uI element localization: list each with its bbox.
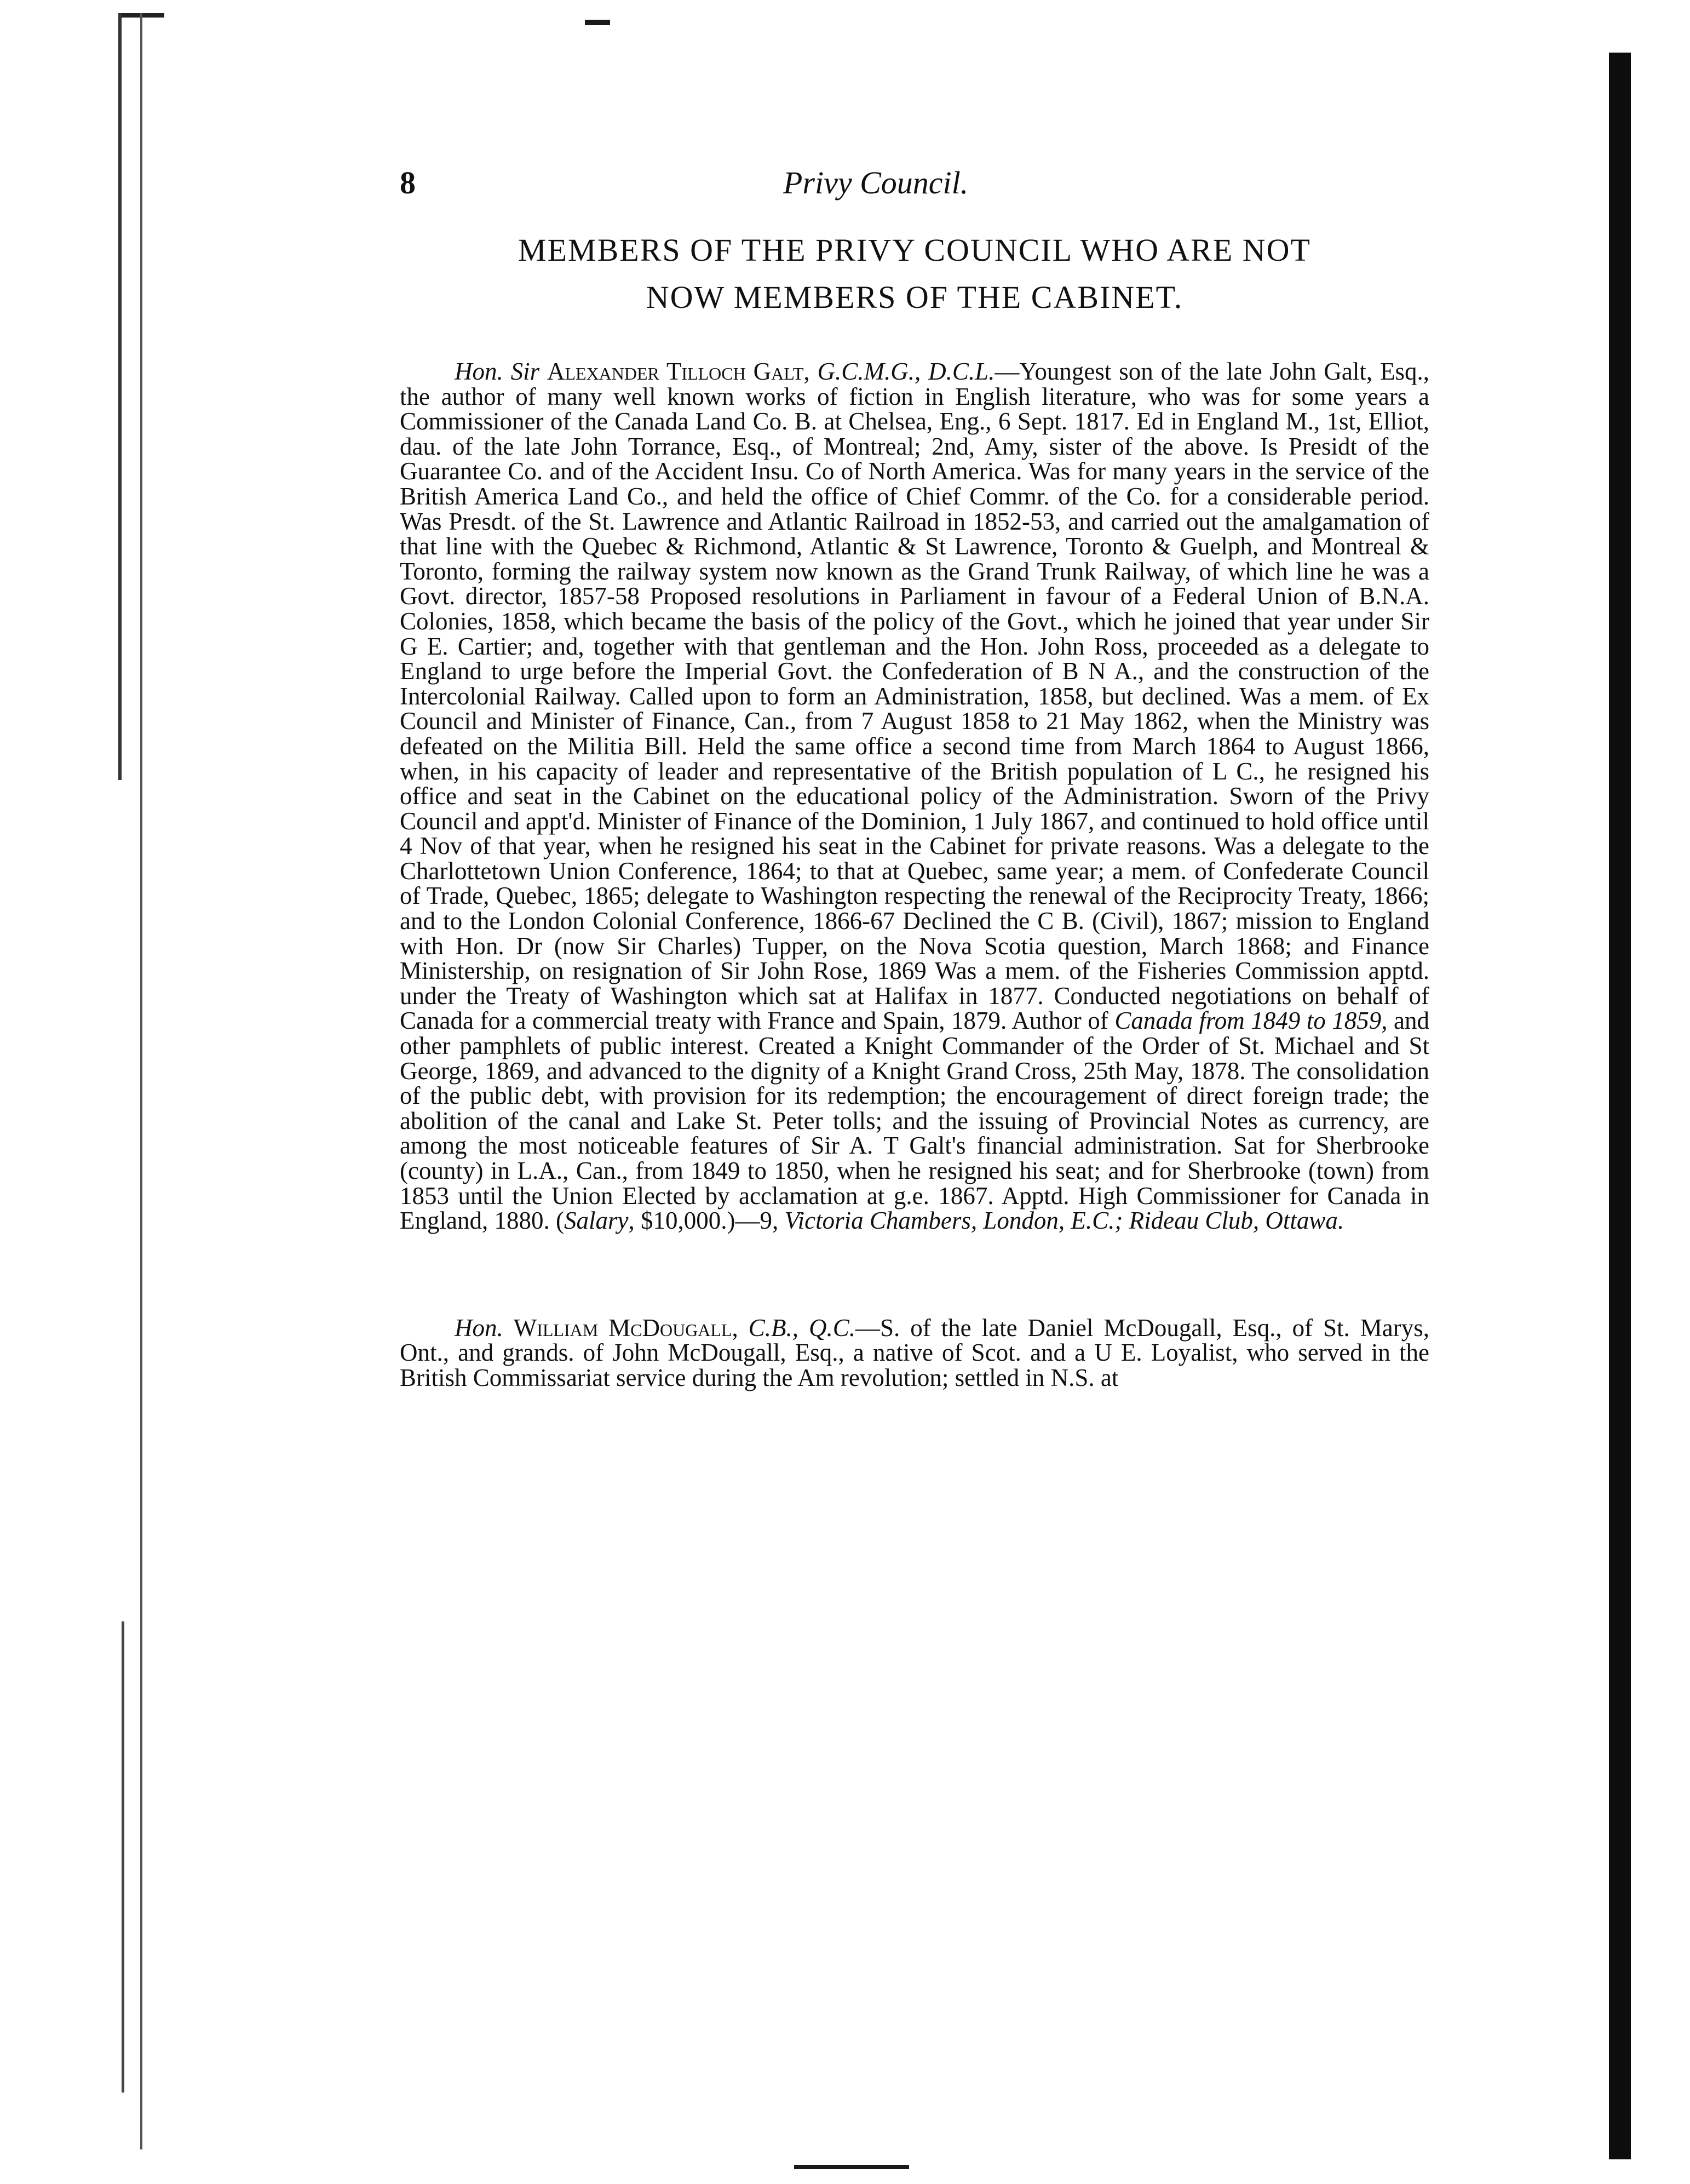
scan-border-left-outer xyxy=(140,13,142,2149)
distinctions: C.B., Q.C. xyxy=(748,1314,855,1342)
address: Victoria Chambers, London, E.C.; Rideau Club, Ottawa. xyxy=(784,1207,1344,1235)
member-name: William McDougall, xyxy=(513,1314,738,1342)
book-title: Canada from 1849 to 1859 xyxy=(1114,1007,1382,1035)
scan-mark-bottom xyxy=(794,2165,909,2169)
salary-label: Salary xyxy=(564,1207,629,1235)
page-title xyxy=(400,227,1429,321)
honorific: Hon. xyxy=(455,1314,503,1342)
page-number: 8 xyxy=(400,165,416,200)
scan-binding-bar-right xyxy=(1609,53,1631,2159)
biography-text: —S. of the late Daniel McDougall, Esq., of St. Marys, Ont., and grands. of John McDougall, Esq., a native of Scot. and a U E. Loyalist, who served in the British Commissariat service during the Am revolution; settled in N.S. at xyxy=(400,1314,1430,1391)
page-title-line-2: NOW MEMBERS OF THE CABINET. xyxy=(646,279,1183,315)
biography-text-continued: , and other pamphlets of public interest. Created a Knight Commander of the Order of St. Michael and St George, 1869, and advanced to the dignity of a Knight Grand Cross, 25th May, 1878. The consolidation of the public debt, with provision for its redemption; the encouragement of direct foreign trade; the abolition of the canal and Lake St. Peter tolls; and the issuing of Provincial Notes as currency, are among the most noticeable features of Sir A. T Galt's financial administration. Sat for Sherbrooke (county) in L.A., Can., from 1849 to 1850, when he resigned his seat; and for Sherbrooke (town) from 1853 until the Union Elected by acclamation at g.e. 1867. Apptd. High Commissioner for Canada in England, 1880. ( xyxy=(400,1007,1430,1235)
page-title-line-1: MEMBERS OF THE PRIVY COUNCIL WHO ARE NOT xyxy=(518,232,1311,268)
member-name: Alexander Tilloch Galt, xyxy=(547,358,810,385)
scan-border-left-lower xyxy=(122,1621,124,2093)
running-head xyxy=(400,164,1429,217)
biography-text: —Youngest son of the late John Galt, Esq., the author of many well known works of fiction in English literature, who was for some years a Commissioner of the Canada Land Co. B. at Chelsea, Eng., 6 Sept. 1817. Ed in England M., 1st, Elliot, dau. of the late John Torrance, Esq., of Montreal; 2nd, Amy, sister of the above. Is Presidt of the Guarantee Co. and of the Accident Insu. Co of North America. Was for many years in the service of the British America Land Co., and held the office of Chief Commr. of the Co. for a considerable period. Was Presdt. of the St. Lawrence and Atlantic Railroad in 1852-53, and carried out the amalgamation of that line with the Quebec & Richmond, Atlantic & St Lawrence, Toronto & Guelph, and Montreal & Toronto, forming the railway system now known as the Grand Trunk Railway, of which line he was a Govt. director, 1857-58 Proposed resolutions in Parliament in favour of a Federal Union of B.N.A. Colonies, 1858, which became the basis of the policy of the Govt., which he joined that year under Sir G E. Cartier; and, together with that gentleman and the Hon. John Ross, proceeded as a delegate to England to urge before the Imperial Govt. the Confederation of B N A., and the construction of the Intercolonial Railway. Called upon to form an Administration, 1858, but declined. Was a mem. of Ex Council and Minister of Finance, Can., from 7 August 1858 to 21 May 1862, when the Ministry was defeated on the Militia Bill. Held the same office a second time from March 1864 to August 1866, when, in his capacity of leader and representative of the British population of L C., he resigned his office and seat in the Cabinet on the educational policy of the Administration. Sworn of the Privy Council and appt'd. Minister of Finance of the Dominion, 1 July 1867, and continued to hold office until 4 Nov of that year, when he resigned his seat in the Cabinet for private reasons. Was a delegate to the Charlottetown Union Conference, 1864; to that at Quebec, same year; a mem. of Confederate Council of Trade, Quebec, 1865; delegate to Washington respecting the renewal of the Reciprocity Treaty, 1866; and to the London Colonial Conference, 1866-67 Declined the C B. (Civil), 1867; mission to England with Hon. Dr (now Sir Charles) Tupper, on the Nova Scotia question, March 1868; and Finance Ministership, on resignation of Sir John Rose, 1869 Was a mem. of the Fisheries Commission apptd. under the Treaty of Washington which sat at Halifax in 1877. Conducted negotiations on behalf of Canada for a commercial treaty with France and Spain, 1879. Author of xyxy=(400,358,1430,1035)
scan-mark-left-top xyxy=(120,13,164,18)
distinctions: G.C.M.G., D.C.L. xyxy=(817,358,995,385)
running-title: Privy Council. xyxy=(783,165,969,200)
honorific: Hon. Sir xyxy=(455,358,540,385)
scan-border-left-inner xyxy=(118,13,122,780)
document-page xyxy=(400,164,1429,1415)
salary-value: , $10,000.)—9, xyxy=(628,1207,785,1235)
biography-entry-mcdougall xyxy=(400,1316,1429,1391)
biography-entry-galt xyxy=(400,359,1429,1234)
scan-mark-top xyxy=(585,20,610,25)
